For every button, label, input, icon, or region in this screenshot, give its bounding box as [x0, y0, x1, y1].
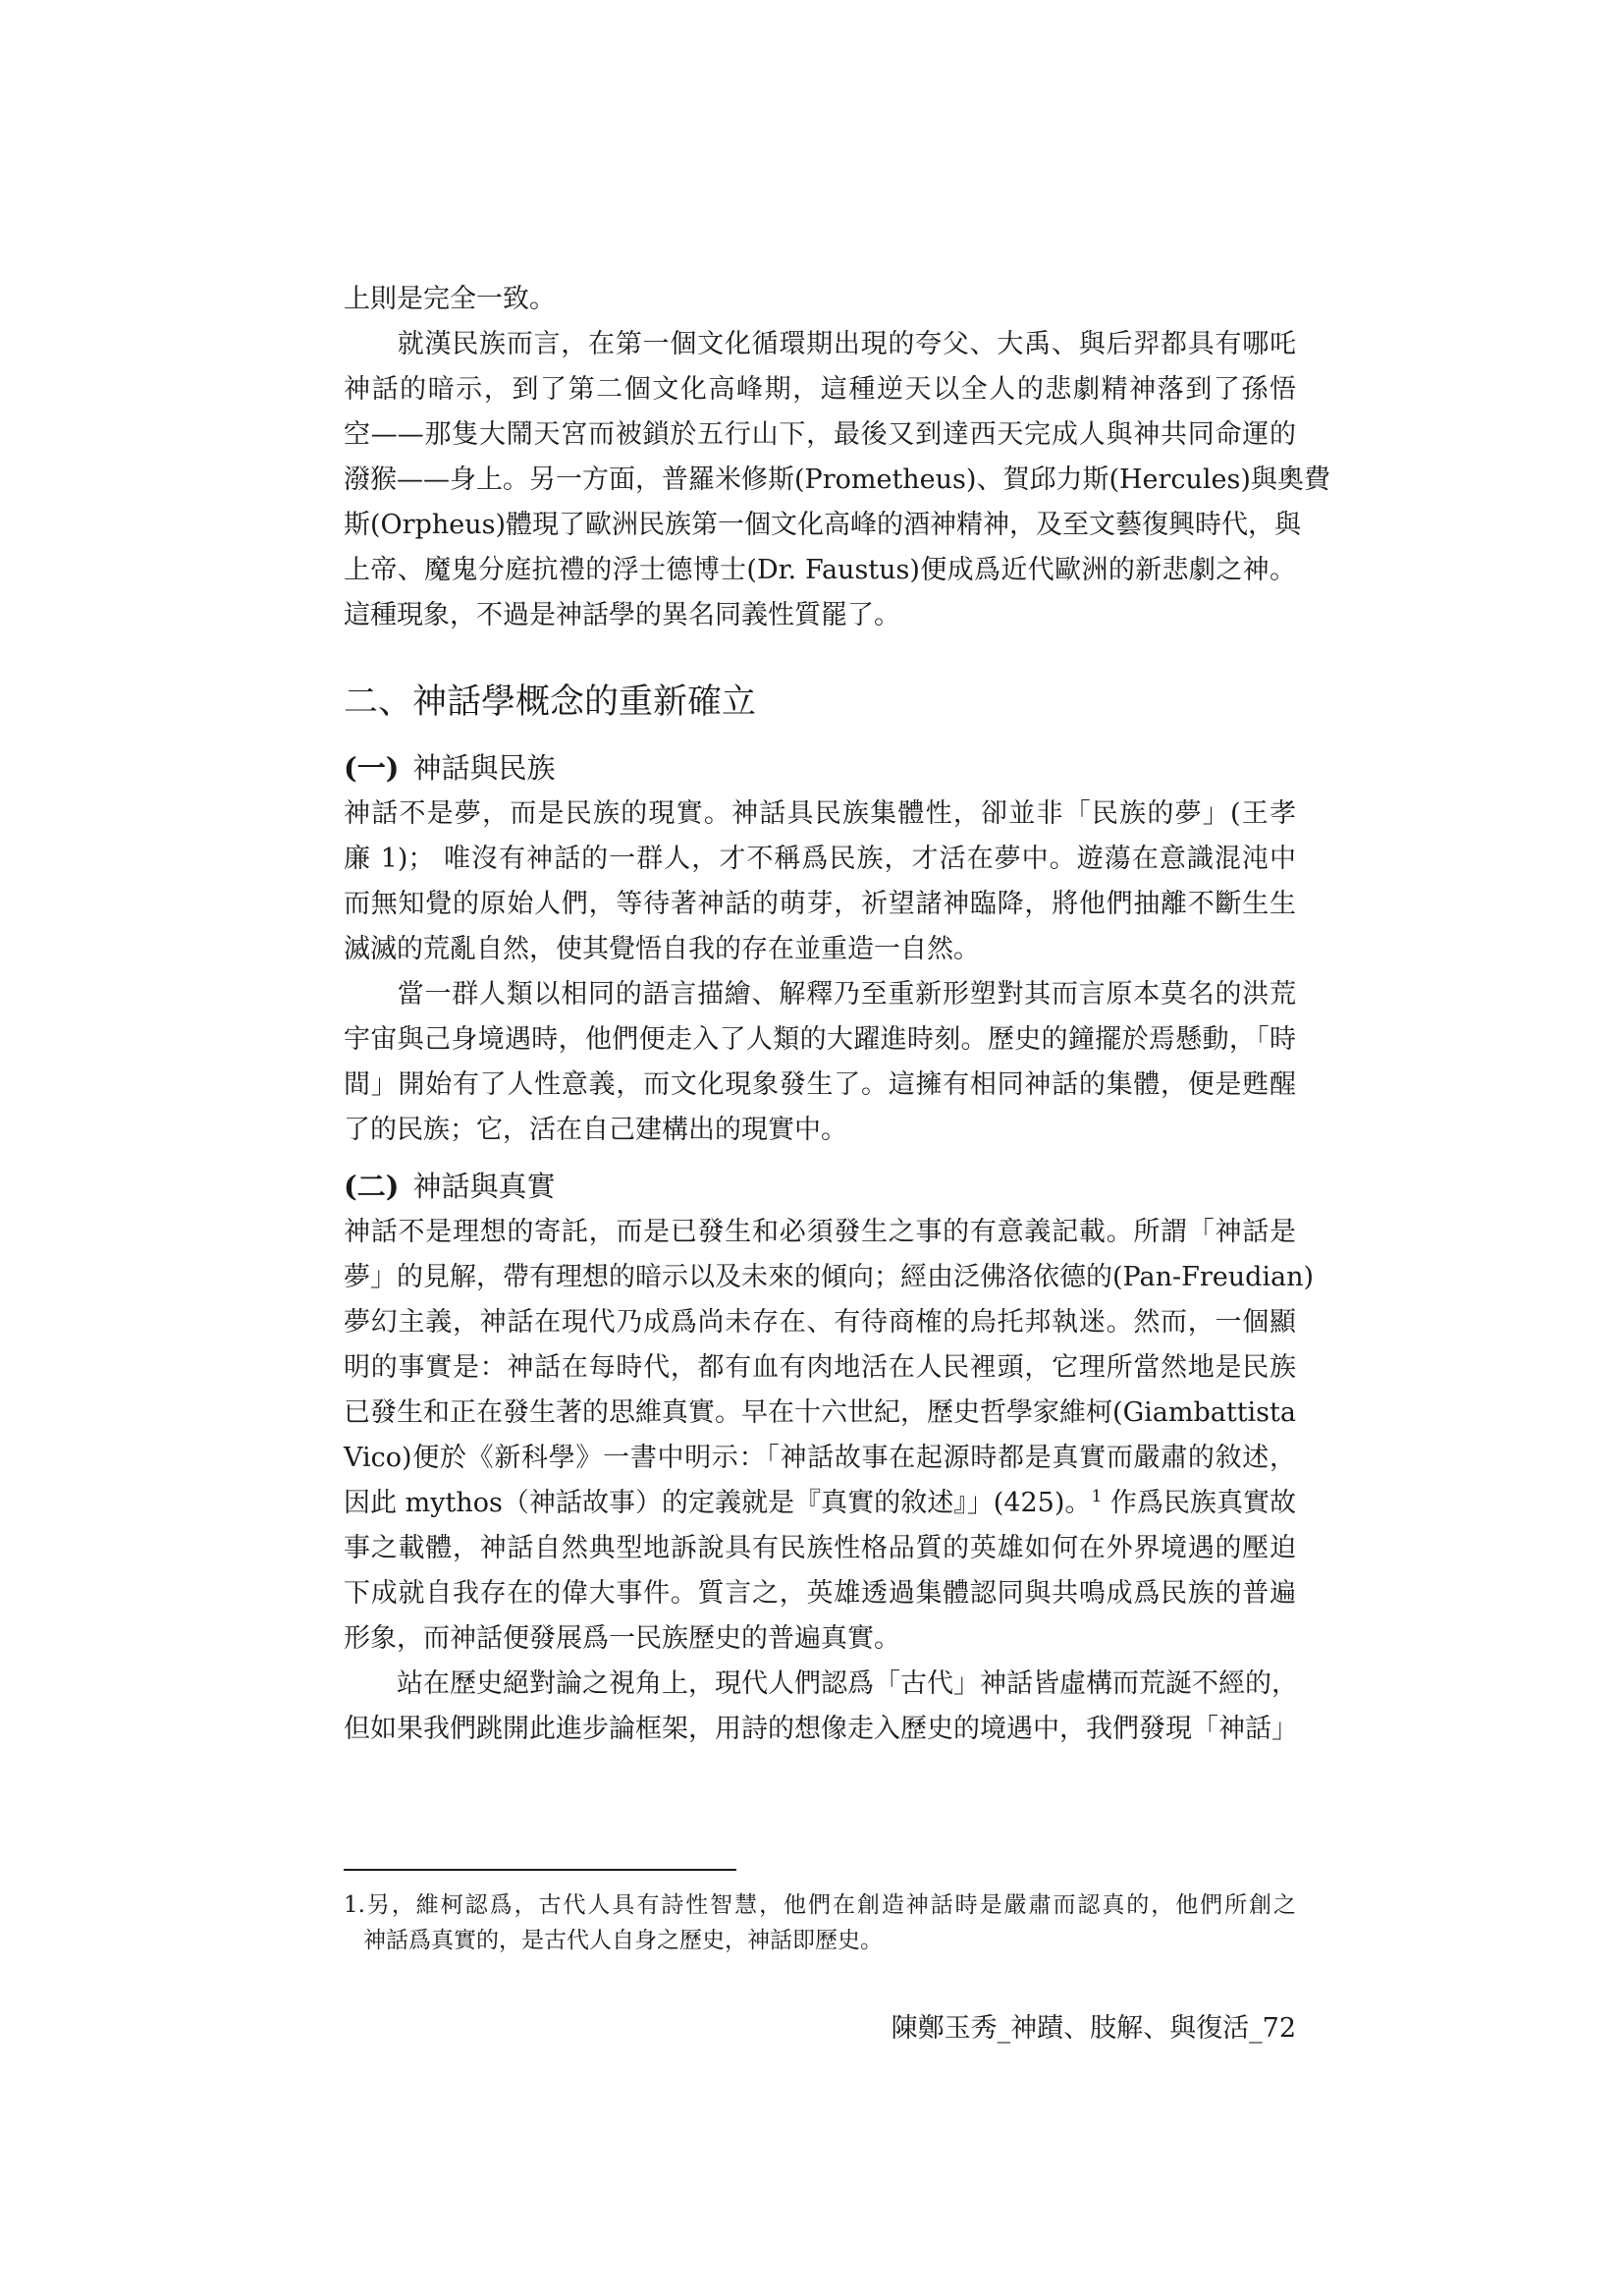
text-line: 滅滅的荒亂自然，使其覺悟自我的存在並重造一自然。 [344, 934, 980, 964]
text-line: 而無知覺的原始人們，等待著神話的萌芽，祈望諸神臨降，將他們抽離不斷生生 [344, 889, 1296, 919]
text-line: 神話的暗示，到了第二個文化高峰期，這種逆天以全人的悲劇精神落到了孫悟 [344, 374, 1296, 405]
text-line [344, 1662, 1296, 1707]
footnote-1 [344, 1887, 1296, 1958]
text-line: 這種現象，不過是神話學的異名同義性質罷了。 [344, 600, 900, 630]
text-line: 神話不是理想的寄託，而是已發生和必須發生之事的有意義記載。所謂「神話是 [344, 1217, 1296, 1247]
paragraph-myth-not-ideal [344, 1210, 1315, 1662]
text-line: 夢幻主義，神話在現代乃成爲尚未存在、有待商榷的烏托邦執迷。然而，一個顯 [344, 1307, 1296, 1338]
text-line: 廉 1)； 唯沒有神話的一群人，才不稱爲民族，才活在夢中。遊蕩在意識混沌中 [344, 844, 1296, 874]
footnote-line: 神話爲真實的，是古代人自身之歷史，神話即歷史。 [363, 1928, 883, 1953]
subsection-number: (二) [344, 1170, 400, 1203]
text-line-content: 就漢民族而言，在第一個文化循環期出現的夸父、大禹、與后羿都具有哪吒 [397, 329, 1296, 359]
subsection-title: 神話與真實 [412, 1170, 556, 1203]
text-line: 空——那隻大鬧天宮而被鎖於五行山下，最後又到達西天完成人與神共同命運的 [344, 419, 1296, 450]
text-line: 斯(Orpheus)體現了歐洲民族第一個文化高峰的酒神精神，及至文藝復興時代，與 [344, 510, 1302, 540]
footnote-divider [344, 1869, 736, 1871]
subsection-number: (一) [344, 751, 400, 785]
text-line: 下成就自我存在的偉大事件。質言之，英雄透過集體認同與共鳴成爲民族的普遍 [344, 1578, 1296, 1609]
subsection-heading-myth-and-nation [344, 738, 1296, 792]
text-line-content: 當一群人類以相同的語言描繪、解釋乃至重新形塑對其而言原本莫名的洪荒 [397, 979, 1296, 1010]
paragraph-myth-not-dream [344, 792, 1296, 972]
text-line: 宇宙與己身境遇時，他們便走入了人類的大躍進時刻。歷史的鐘擺於焉懸動，「時 [344, 1024, 1296, 1055]
text-line: 上則是完全一致。 [344, 284, 556, 314]
text-line-content: 作爲民族真實故 [1102, 1488, 1296, 1518]
text-line [344, 322, 1296, 367]
text-line: 已發生和正在發生著的思維真實。早在十六世紀，歷史哲學家維柯(Giambattista [344, 1397, 1296, 1428]
text-line: 神話不是夢，而是民族的現實。神話具民族集體性，卻並非「民族的夢」(王孝 [344, 798, 1296, 829]
text-line: 潑猴——身上。另一方面，普羅米修斯(Prometheus)、賀邱力斯(Hercules)與奧費 [344, 465, 1330, 495]
text-line: Vico)便於《新科學》一書中明示：「神話故事在起源時都是真實而嚴肅的敘述， [344, 1443, 1296, 1473]
text-line-content: 因此 mythos（神話故事）的定義就是『真實的敘述』」(425)。 [344, 1488, 1092, 1518]
text-line: 間」開始有了人性意義，而文化現象發生了。這擁有相同神話的集體，便是甦醒 [344, 1069, 1296, 1100]
paragraph-historical-absolutism [344, 1662, 1296, 1752]
text-line: 明的事實是：神話在每時代，都有血有肉地活在人民裡頭，它理所當然地是民族 [344, 1352, 1296, 1383]
paragraph-great-leap [344, 972, 1296, 1153]
paragraph-han-mythology [344, 322, 1330, 638]
text-line [344, 972, 1296, 1017]
subsection-heading-myth-and-truth [344, 1153, 1296, 1210]
running-footer: 陳鄭玉秀_神蹟、肢解、與復活_72 [891, 2013, 1296, 2044]
body-text [344, 277, 1330, 1752]
paragraph-continuation [344, 277, 1296, 322]
text-line: 上帝、魔鬼分庭抗禮的浮士德博士(Dr. Faustus)便成爲近代歐洲的新悲劇之神。 [344, 555, 1296, 585]
text-line-content: 站在歷史絕對論之視角上，現代人們認爲「古代」神話皆虛構而荒誕不經的， [397, 1668, 1298, 1699]
footnote-line: 1.另，維柯認爲，古代人具有詩性智慧，他們在創造神話時是嚴肅而認真的，他們所創之 [344, 1892, 1296, 1918]
section-heading: 二、神話學概念的重新確立 [344, 683, 757, 722]
text-line: 事之載體，神話自然典型地訴說具有民族性格品質的英雄如何在外界境遇的壓迫 [344, 1533, 1296, 1563]
text-line: 形象，而神話便發展爲一民族歷史的普遍真實。 [344, 1623, 900, 1654]
text-line: 但如果我們跳開此進步論框架，用詩的想像走入歷史的境遇中，我們發現「神話」 [344, 1714, 1298, 1744]
subsection-title: 神話與民族 [412, 751, 556, 785]
text-line: 夢」的見解，帶有理想的暗示以及未來的傾向；經由泛佛洛依德的(Pan-Freudian) [344, 1262, 1315, 1292]
text-line: 了的民族；它，活在自己建構出的現實中。 [344, 1115, 847, 1145]
footnote-reference[interactable]: 1 [1091, 1487, 1103, 1506]
text-line [344, 1481, 1296, 1526]
